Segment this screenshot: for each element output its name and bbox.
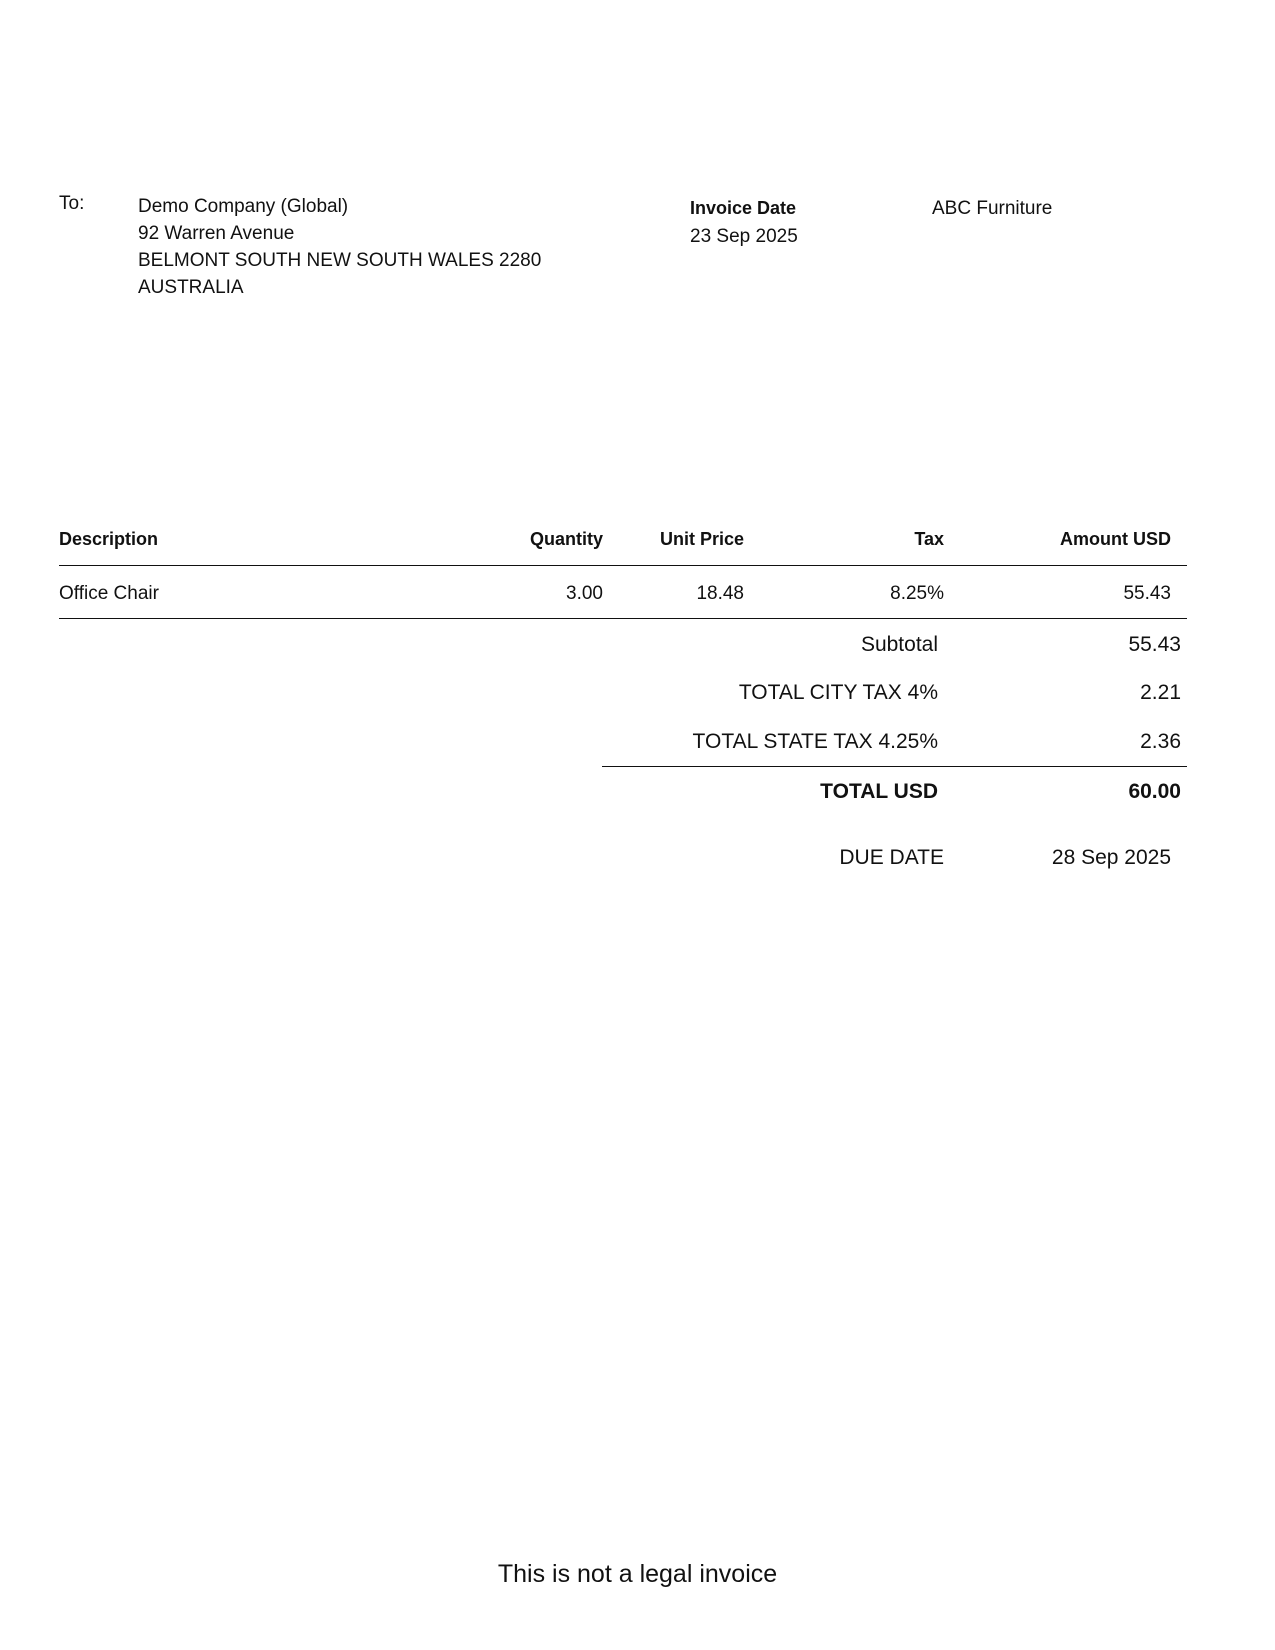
recipient-name: Demo Company (Global) [138, 196, 349, 217]
item-tax-rate: 8.25% [890, 583, 944, 604]
due-date-label: DUE DATE [839, 846, 944, 869]
due-date-value: 28 Sep 2025 [1051, 846, 1171, 869]
item-description: Office Chair [59, 583, 159, 604]
subtotal-label: Subtotal [860, 633, 938, 656]
item-amount: 55.43 [1123, 583, 1171, 604]
invoice-date-label: Invoice Date [690, 198, 797, 218]
total-value: 60.00 [1128, 780, 1181, 803]
state-tax-label: TOTAL STATE TAX 4.25% [692, 730, 938, 753]
item-quantity: 3.00 [566, 583, 603, 604]
column-header-tax: Tax [914, 529, 944, 549]
state-tax-value: 2.36 [1140, 730, 1181, 753]
to-label: To: [59, 193, 85, 214]
column-header-amount: Amount USD [1060, 529, 1171, 549]
table-row-divider [59, 618, 1187, 619]
issuer-company-name: ABC Furniture [932, 198, 1053, 219]
table-header-divider [59, 565, 1187, 566]
total-divider [602, 766, 1187, 767]
column-header-description: Description [59, 529, 159, 549]
column-header-quantity: Quantity [529, 529, 603, 549]
item-unit-price: 18.48 [696, 583, 744, 604]
column-header-unit-price: Unit Price [659, 529, 744, 549]
city-tax-value: 2.21 [1140, 681, 1181, 704]
recipient-country: AUSTRALIA [138, 277, 244, 298]
subtotal-value: 55.43 [1128, 633, 1181, 656]
invoice-date-value: 23 Sep 2025 [690, 226, 798, 247]
total-label: TOTAL USD [820, 780, 938, 803]
recipient-street: 92 Warren Avenue [138, 223, 295, 244]
city-tax-label: TOTAL CITY TAX 4% [738, 681, 938, 704]
recipient-city-line: BELMONT SOUTH NEW SOUTH WALES 2280 [138, 250, 542, 271]
footer-disclaimer: This is not a legal invoice [497, 1560, 778, 1588]
